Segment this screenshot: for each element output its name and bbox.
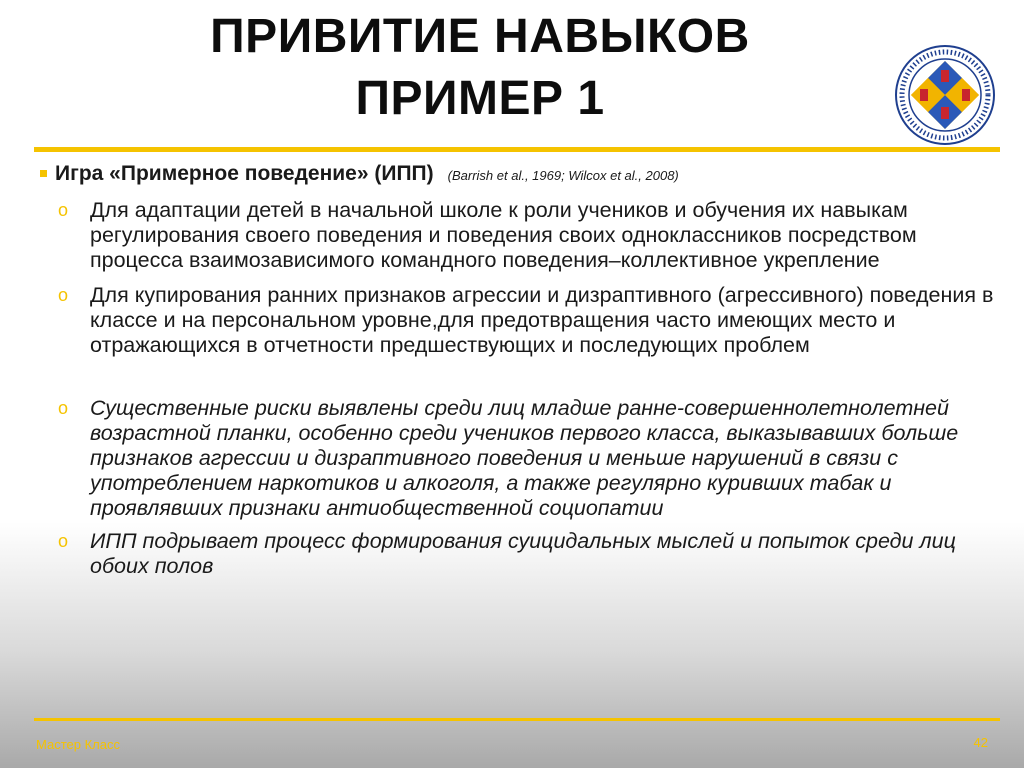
square-bullet-icon	[40, 170, 47, 177]
bottom-divider	[34, 718, 1000, 721]
circle-bullet-icon: o	[58, 200, 69, 220]
slide-title-line1: ПРИВИТИЕ НАВЫКОВ	[210, 10, 750, 63]
top-divider	[34, 147, 1000, 152]
sub-item	[58, 283, 1010, 358]
bullet-citation: (Barrish et al., 1969; Wilcox et al., 2008)	[447, 168, 679, 183]
sub-item-text: Для адаптации детей в начальной школе к роли учеников и обучения их навыкам регулирования своего поведения и поведения своих одноклассников посредством процесса взаимозависимого командного поведения–коллективное укрепление	[90, 198, 917, 272]
sub-item-text: ИПП подрывает процесс формирования суицидальных мыслей и попыток среди лиц обоих полов	[90, 529, 956, 578]
university-seal-icon	[894, 44, 996, 146]
page-number: 42	[973, 735, 988, 750]
sub-item	[58, 198, 1010, 273]
slide-title-line2: ПРИМЕР 1	[355, 72, 605, 125]
footer-label: Мастер Класс	[36, 737, 120, 752]
sub-item	[58, 529, 1010, 579]
bullet-item	[40, 160, 1010, 190]
bullet-label: Игра «Примерное поведение» (ИПП)	[55, 162, 434, 185]
slide-title	[120, 6, 840, 130]
circle-bullet-icon: o	[58, 531, 69, 551]
circle-bullet-icon: o	[58, 285, 69, 305]
circle-bullet-icon: o	[58, 398, 69, 418]
sub-item	[58, 396, 1010, 521]
sub-item-text: Существенные риски выявлены среди лиц младше ранне-совершеннолетнолетней возрастной планки, особенно среди учеников первого класса, выказывавших больше признаков агрессии и дизраптивного поведения и меньше нарушений в связи с употреблением наркотиков и алкоголя, а также регулярно куривших табак и проявлявших признаки антиобщественной социопатии	[90, 396, 959, 520]
slide-body	[40, 160, 1010, 579]
sub-item-text: Для купирования ранних признаков агрессии и дизраптивного (агрессивного) поведения в классе и на персональном уровне,для предотвращения часто имеющих место и отражающихся в отчетности предшествующих и последующих проблем	[90, 283, 994, 357]
